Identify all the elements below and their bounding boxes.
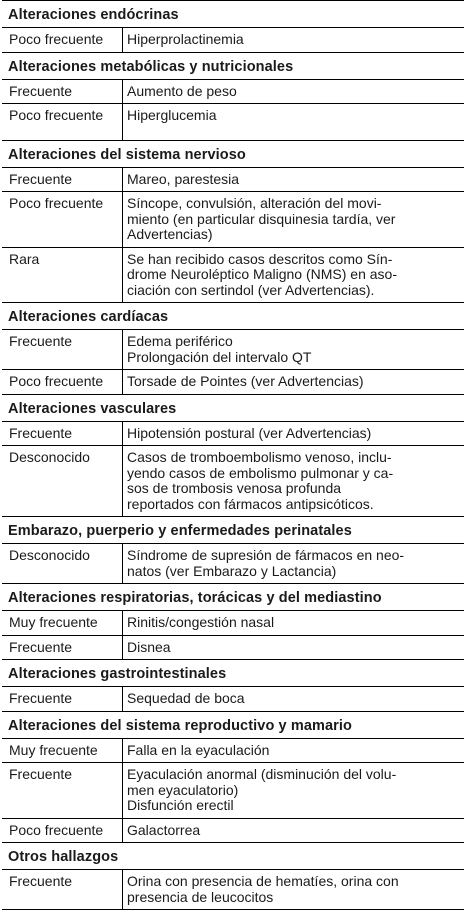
effects-cell: [123, 611, 464, 635]
frequency-cell: Desconocido: [2, 544, 123, 583]
frequency-cell: Frecuente: [2, 330, 123, 369]
table-row: [2, 687, 464, 712]
effects-cell: [123, 687, 464, 711]
effects-cell: [123, 192, 464, 247]
frequency-cell: Muy frecuente: [2, 739, 123, 763]
effects-cell: [123, 370, 464, 394]
effects-cell: [123, 422, 464, 446]
effect-text-line: Advertencias): [127, 226, 213, 242]
frequency-cell: Poco frecuente: [2, 104, 123, 140]
effect-text-line: Rinitis/congestión nasal: [127, 614, 275, 630]
effects-cell: [123, 168, 464, 192]
section-title: Otros hallazgos: [2, 843, 464, 870]
effect-text-line: Mareo, parestesia: [127, 170, 240, 187]
effects-cell: [123, 870, 464, 909]
effect-text-line: Hiperprolactinemia: [127, 31, 244, 47]
effect-text-line: miento (en particular disquinesia tardía, ver: [127, 210, 396, 227]
section-title: Embarazo, puerperio y enfermedades perinatales: [2, 517, 464, 544]
section-title: Alteraciones del sistema nervioso: [2, 141, 464, 168]
effect-text-line: ciación con sertindol (ver Advertencias).: [127, 281, 375, 298]
table-row: [2, 248, 464, 304]
table-row: [2, 28, 464, 53]
table-row: [2, 192, 464, 248]
effect-text-line: Se han recibido casos descritos como Sín-: [127, 250, 393, 267]
table-row: [2, 819, 464, 844]
adverse-reactions-table: [2, 0, 464, 910]
table-row: [2, 544, 464, 584]
frequency-cell: Poco frecuente: [2, 28, 123, 52]
effects-cell: [123, 104, 464, 140]
effect-text-line: natos (ver Embarazo y Lactancia): [127, 562, 337, 579]
effect-text-line: yendo casos de embolismo pulmonar y ca-: [127, 464, 394, 481]
section-title: Alteraciones cardíacas: [2, 303, 464, 330]
effects-cell: [123, 248, 464, 303]
frequency-cell: Rara: [2, 248, 123, 303]
effects-cell: [123, 763, 464, 818]
effects-cell: [123, 330, 464, 369]
frequency-cell: Frecuente: [2, 636, 123, 660]
table-row: [2, 636, 464, 661]
effect-text-line: Disfunción erectil: [127, 797, 234, 813]
effect-text-line: Eyaculación anormal (disminución del volu-: [127, 766, 397, 782]
effect-text-line: men eyaculatorio): [127, 781, 239, 798]
frequency-cell: Frecuente: [2, 168, 123, 192]
effect-text-line: Edema periférico: [127, 333, 233, 349]
frequency-cell: Poco frecuente: [2, 370, 123, 394]
section-title: Alteraciones gastrointestinales: [2, 660, 464, 687]
effect-text-line: Síndrome de supresión de fármacos en neo-: [127, 547, 405, 563]
section-title: Alteraciones vasculares: [2, 395, 464, 422]
table-row: [2, 739, 464, 764]
table-row: [2, 611, 464, 636]
table-row: [2, 330, 464, 370]
frequency-cell: Poco frecuente: [2, 819, 123, 843]
effect-text-line: Falla en la eyaculación: [127, 741, 270, 758]
effect-text-line: reportados con fármacos antipsicóticos.: [127, 495, 374, 512]
table-row: [2, 80, 464, 105]
effects-cell: [123, 80, 464, 104]
frequency-cell: Frecuente: [2, 763, 123, 818]
effect-text-line: Hiperglucemia: [127, 107, 217, 123]
effect-text-line: drome Neuroléptico Maligno (NMS) en aso-: [127, 266, 397, 282]
table-row: [2, 168, 464, 193]
frequency-cell: Frecuente: [2, 870, 123, 909]
table-row: [2, 446, 464, 517]
effects-cell: [123, 636, 464, 660]
frequency-cell: Frecuente: [2, 422, 123, 446]
effect-text-line: Sequedad de boca: [127, 690, 245, 706]
section-title: Alteraciones del sistema reproductivo y mamario: [2, 712, 464, 739]
effect-text-line: presencia de leucocitos: [127, 888, 274, 905]
effect-text-line: Hipotensión postural (ver Advertencias): [127, 424, 372, 441]
section-title: Alteraciones respiratorias, torácicas y del mediastino: [2, 584, 464, 611]
frequency-cell: Frecuente: [2, 80, 123, 104]
effects-cell: [123, 819, 464, 843]
effect-text-line: Disnea: [127, 638, 171, 655]
effect-text-line: Prolongación del intervalo QT: [127, 348, 312, 365]
table-row: [2, 763, 464, 819]
effects-cell: [123, 28, 464, 52]
effect-text-line: Casos de tromboembolismo venoso, inclu-: [127, 449, 392, 465]
table-row: [2, 422, 464, 447]
frequency-cell: Muy frecuente: [2, 611, 123, 635]
table-row: [2, 870, 464, 910]
effects-cell: [123, 739, 464, 763]
frequency-cell: Poco frecuente: [2, 192, 123, 247]
effect-text-line: Síncope, convulsión, alteración del movi-: [127, 195, 382, 211]
table-row: [2, 104, 464, 141]
frequency-cell: Desconocido: [2, 446, 123, 516]
effect-text-line: Aumento de peso: [127, 82, 237, 99]
table-row: [2, 370, 464, 395]
frequency-cell: Frecuente: [2, 687, 123, 711]
effect-text-line: Orina con presencia de hematíes, orina con: [127, 873, 399, 889]
effect-text-line: sos de trombosis venosa profunda: [127, 480, 342, 496]
effects-cell: [123, 446, 464, 516]
effect-text-line: Torsade de Pointes (ver Advertencias): [127, 373, 364, 389]
section-title: Alteraciones metabólicas y nutricionales: [2, 53, 464, 80]
effects-cell: [123, 544, 464, 583]
effect-text-line: Galactorrea: [127, 821, 201, 838]
section-title: Alteraciones endócrinas: [2, 1, 464, 28]
